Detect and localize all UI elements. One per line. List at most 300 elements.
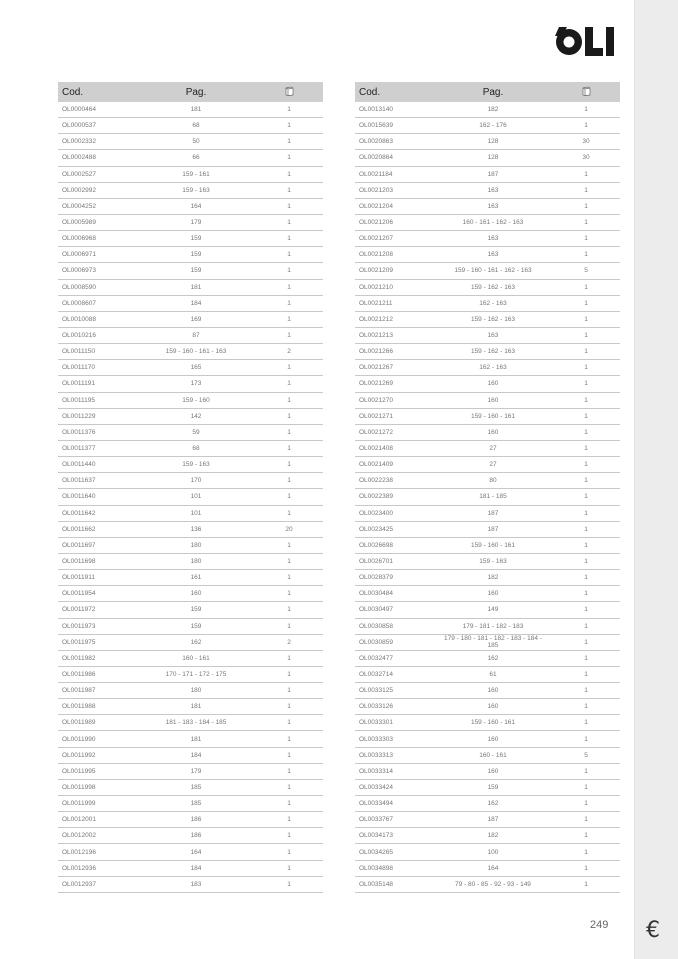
table-row (355, 296, 620, 312)
qty-cell: 1 (287, 122, 291, 130)
page-cell: 159 - 163 (479, 558, 507, 565)
code-cell: OL0000537 (62, 122, 96, 130)
qty-cell: 1 (287, 767, 291, 775)
page-cell: 183 (190, 880, 202, 888)
qty-cell: 1 (584, 315, 588, 323)
qty-cell: 1 (287, 138, 291, 146)
qty-cell: 5 (584, 267, 588, 275)
table-row (58, 247, 323, 263)
table-row (58, 312, 323, 328)
code-cell: OL0033494 (359, 800, 393, 808)
table-row (58, 263, 323, 279)
qty-cell: 1 (584, 606, 588, 614)
table-row (355, 570, 620, 586)
code-cell: OL0011999 (62, 800, 96, 808)
qty-cell: 1 (287, 735, 291, 743)
code-cell: OL0030484 (359, 590, 393, 598)
page-cell: 159 (190, 251, 202, 259)
qty-cell: 1 (584, 525, 588, 533)
box-icon (274, 86, 304, 99)
table-row (355, 522, 620, 538)
table-row (355, 425, 620, 441)
page-cell: 184 (190, 299, 202, 307)
page-cell: 180 (190, 558, 202, 565)
table-row (355, 344, 620, 360)
table-row (58, 441, 323, 457)
code-cell: OL0021212 (359, 315, 393, 323)
qty-cell: 1 (287, 364, 291, 372)
code-cell: OL0012001 (62, 816, 96, 824)
left-rows (58, 102, 323, 893)
code-cell: OL0021266 (359, 348, 393, 356)
qty-cell: 1 (584, 767, 588, 775)
code-cell: OL0011986 (62, 670, 96, 678)
qty-cell: 1 (287, 880, 291, 888)
page-cell: 159 (190, 606, 202, 614)
code-cell: OL0012196 (62, 848, 96, 856)
qty-cell: 1 (287, 412, 291, 420)
qty-cell: 30 (582, 154, 590, 162)
code-cell: OL0008590 (62, 283, 96, 291)
page-cell: 169 (190, 315, 202, 323)
code-cell: OL0034173 (359, 832, 393, 840)
table-row (58, 183, 323, 199)
table-row (355, 183, 620, 199)
table-row (58, 376, 323, 392)
qty-cell: 1 (287, 606, 291, 614)
qty-cell: 1 (584, 332, 588, 340)
page-cell: 159 - 160 - 161 - 163 (165, 348, 227, 356)
table-row (58, 877, 323, 893)
page-cell: 186 (190, 832, 202, 840)
page-cell: 159 (190, 235, 202, 243)
code-cell: OL0034265 (359, 848, 393, 856)
page-cell: 185 (190, 783, 202, 791)
page-cell: 170 - 171 - 172 - 175 (165, 670, 227, 678)
table-row (355, 231, 620, 247)
code-cell: OL0033424 (359, 783, 393, 791)
page-cell: 159 - 162 - 163 (470, 348, 516, 356)
page-cell: 79 - 80 - 85 - 92 - 93 - 149 (455, 880, 531, 888)
table-row (355, 748, 620, 764)
qty-cell: 2 (287, 638, 291, 646)
page-cell: 87 (192, 332, 200, 340)
qty-cell: 1 (584, 670, 588, 678)
table-row (355, 393, 620, 409)
page-cell: 160 (487, 687, 499, 695)
code-cell: OL0032477 (359, 654, 393, 662)
table-row (58, 699, 323, 715)
code-cell: OL0011992 (62, 751, 96, 759)
code-cell: OL0035148 (359, 880, 393, 888)
table-row (58, 150, 323, 166)
page-cell: 163 (487, 332, 499, 340)
code-cell: OL0033126 (359, 703, 393, 711)
box-icon (571, 86, 601, 99)
page-cell: 173 (190, 380, 202, 388)
table-row (58, 344, 323, 360)
table-row (355, 877, 620, 893)
page-cell: 160 (487, 590, 499, 598)
page-cell: 182 (487, 106, 499, 114)
table-row (58, 586, 323, 602)
code-cell: OL0021211 (359, 299, 393, 307)
code-cell: OL0006968 (62, 235, 96, 243)
page-cell: 100 (487, 848, 499, 856)
page-cell: 170 (190, 477, 202, 485)
qty-cell: 1 (287, 154, 291, 162)
page-cell: 162 - 176 (479, 122, 507, 130)
qty-cell: 1 (287, 267, 291, 275)
code-cell: OL0012002 (62, 832, 96, 840)
page-cell: 165 (190, 364, 202, 372)
page-cell: 160 (190, 590, 202, 598)
page-cell: 160 (487, 396, 499, 404)
header-cod: Cod. (359, 86, 381, 98)
table-row (355, 150, 620, 166)
code-cell: OL0033313 (359, 751, 393, 759)
page-cell: 179 - 181 - 182 - 183 (462, 622, 524, 630)
page-cell: 61 (489, 670, 497, 678)
code-cell: OL0021270 (359, 396, 393, 404)
code-cell: OL0021184 (359, 170, 393, 178)
table-row (355, 586, 620, 602)
table-row (58, 231, 323, 247)
table-row (355, 215, 620, 231)
table-row (355, 651, 620, 667)
qty-cell: 1 (584, 703, 588, 711)
table-row (58, 715, 323, 731)
qty-cell: 1 (584, 122, 588, 130)
page-cell: 161 (190, 574, 202, 582)
qty-cell: 1 (584, 654, 588, 662)
page-cell: 181 (190, 106, 202, 114)
table-row (58, 167, 323, 183)
page-cell: 187 (487, 816, 499, 824)
code-cell: OL0021210 (359, 283, 393, 291)
qty-cell: 1 (287, 235, 291, 243)
page-cell: 136 (190, 525, 202, 533)
code-cell: OL0021269 (359, 380, 393, 388)
header-cod: Cod. (62, 86, 84, 98)
page-cell: 159 (487, 783, 499, 791)
code-cell: OL0011170 (62, 364, 96, 372)
code-cell: OL0021204 (359, 202, 393, 210)
qty-cell: 1 (287, 396, 291, 404)
page-cell: 128 (487, 154, 499, 162)
table-row (355, 538, 620, 554)
page-cell: 159 - 160 - 161 (470, 412, 516, 420)
code-cell: OL0011376 (62, 428, 96, 436)
qty-cell: 1 (584, 493, 588, 501)
code-cell: OL0011642 (62, 509, 96, 517)
page-cell: 163 (487, 186, 499, 194)
page-cell: 184 (190, 864, 202, 872)
page-cell: 159 - 161 (182, 170, 210, 178)
code-cell: OL0011982 (62, 654, 96, 662)
code-cell: OL0011195 (62, 396, 96, 404)
table-row (355, 731, 620, 747)
code-cell: OL0026701 (359, 558, 393, 565)
page-cell: 159 (190, 622, 202, 630)
qty-cell: 1 (287, 703, 291, 711)
page-number: 249 (590, 919, 609, 931)
table-row (58, 602, 323, 618)
page-cell: 27 (489, 461, 497, 469)
page-cell: 160 (487, 735, 499, 743)
code-cell: OL0002992 (62, 186, 96, 194)
code-cell: OL0023425 (359, 525, 393, 533)
table-row (355, 134, 620, 150)
page-cell: 181 (190, 283, 202, 291)
qty-cell: 1 (287, 170, 291, 178)
page-cell: 50 (192, 138, 200, 146)
qty-cell: 1 (287, 670, 291, 678)
code-cell: OL0011954 (62, 590, 96, 598)
code-cell: OL0012936 (62, 864, 96, 872)
code-cell: OL0002527 (62, 170, 96, 178)
code-cell: OL0021208 (359, 251, 393, 259)
page-cell: 162 - 163 (479, 299, 507, 307)
code-cell: OL0021203 (359, 186, 393, 194)
page-cell: 159 - 160 (182, 396, 210, 404)
qty-cell: 1 (287, 848, 291, 856)
page-cell: 179 (190, 219, 202, 227)
code-cell: OL0033314 (359, 767, 393, 775)
code-cell: OL0011637 (62, 477, 96, 485)
qty-cell: 1 (584, 638, 588, 646)
qty-cell: 1 (584, 800, 588, 808)
page-cell: 187 (487, 170, 499, 178)
page-cell: 160 (487, 767, 499, 775)
code-cell: OL0030858 (359, 622, 393, 630)
qty-cell: 1 (584, 283, 588, 291)
qty-cell: 2 (287, 348, 291, 356)
page-cell: 101 (190, 509, 202, 517)
table-row (355, 861, 620, 877)
table-row (58, 538, 323, 554)
table-row (58, 296, 323, 312)
qty-cell: 1 (287, 622, 291, 630)
brand-logo (555, 24, 621, 58)
qty-cell: 1 (584, 848, 588, 856)
code-cell: OL0026698 (359, 541, 393, 549)
table-row (355, 780, 620, 796)
qty-cell: 1 (287, 816, 291, 824)
table-row (355, 489, 620, 505)
table-row (355, 619, 620, 635)
code-cell: OL0020863 (359, 138, 393, 146)
page-cell: 160 - 161 (479, 751, 507, 759)
qty-cell: 1 (584, 251, 588, 259)
code-cell: OL0021207 (359, 235, 393, 243)
qty-cell: 1 (287, 202, 291, 210)
header-pag: Pag. (482, 86, 504, 98)
table-row (355, 554, 620, 570)
page-cell: 184 (190, 751, 202, 759)
table-row (58, 828, 323, 844)
table-header (58, 82, 323, 102)
qty-cell: 1 (584, 348, 588, 356)
qty-cell: 1 (584, 735, 588, 743)
table-row (355, 263, 620, 279)
page-cell: 159 - 160 - 161 (470, 719, 516, 727)
qty-cell: 1 (584, 622, 588, 630)
table-row (355, 247, 620, 263)
qty-cell: 1 (584, 106, 588, 114)
qty-cell: 1 (584, 783, 588, 791)
qty-cell: 1 (584, 412, 588, 420)
code-cell: OL0011972 (62, 606, 96, 614)
qty-cell: 1 (584, 558, 588, 565)
page-cell: 162 (487, 800, 499, 808)
qty-cell: 1 (287, 380, 291, 388)
page-cell: 162 - 163 (479, 364, 507, 372)
table-row (58, 731, 323, 747)
page-cell: 159 - 163 (182, 186, 210, 194)
side-tab (634, 0, 678, 959)
code-cell: OL0011229 (62, 412, 96, 420)
code-cell: OL0000464 (62, 106, 96, 114)
page-cell: 163 (487, 202, 499, 210)
qty-cell: 1 (584, 574, 588, 582)
page-cell: 180 (190, 541, 202, 549)
qty-cell: 1 (584, 396, 588, 404)
code-table-left (58, 82, 323, 893)
code-cell: OL0030497 (359, 606, 393, 614)
table-row (355, 506, 620, 522)
page-cell: 159 - 160 - 161 (470, 541, 516, 549)
code-cell: OL0033303 (359, 735, 393, 743)
qty-cell: 1 (287, 493, 291, 501)
table-row (58, 360, 323, 376)
page-cell: 164 (190, 848, 202, 856)
page-cell: 162 (190, 638, 202, 646)
qty-cell: 1 (584, 202, 588, 210)
table-row (355, 167, 620, 183)
code-cell: OL0011998 (62, 783, 96, 791)
qty-cell: 1 (287, 558, 291, 565)
qty-cell: 1 (287, 283, 291, 291)
page-cell: 80 (489, 477, 497, 485)
qty-cell: 1 (287, 751, 291, 759)
table-row (58, 812, 323, 828)
table-row (355, 715, 620, 731)
qty-cell: 1 (584, 541, 588, 549)
qty-cell: 1 (287, 541, 291, 549)
page-cell: 162 (487, 654, 499, 662)
page-cell: 142 (190, 412, 202, 420)
table-row (58, 280, 323, 296)
table-row (58, 409, 323, 425)
page-cell: 149 (487, 606, 499, 614)
code-cell: OL0006971 (62, 251, 96, 259)
code-cell: OL0032714 (359, 670, 393, 678)
table-row (58, 667, 323, 683)
code-cell: OL0012937 (62, 880, 96, 888)
table-row (58, 796, 323, 812)
table-row (58, 861, 323, 877)
qty-cell: 1 (584, 832, 588, 840)
page-cell: 160 (487, 428, 499, 436)
qty-cell: 1 (584, 364, 588, 372)
table-row (58, 683, 323, 699)
page-cell: 68 (192, 445, 200, 453)
page-cell: 159 - 163 (182, 461, 210, 469)
table-row (355, 360, 620, 376)
page-cell: 187 (487, 525, 499, 533)
table-row (355, 602, 620, 618)
table-row (355, 376, 620, 392)
qty-cell: 1 (584, 687, 588, 695)
table-row (58, 328, 323, 344)
qty-cell: 1 (584, 477, 588, 485)
code-cell: OL0011697 (62, 541, 96, 549)
code-cell: OL0022238 (359, 477, 393, 485)
table-row (58, 215, 323, 231)
page-cell: 159 - 162 - 163 (470, 283, 516, 291)
qty-cell: 1 (584, 509, 588, 517)
page-cell: 163 (487, 235, 499, 243)
code-cell: OL0030859 (359, 638, 393, 646)
table-row (58, 118, 323, 134)
code-cell: OL0021272 (359, 428, 393, 436)
qty-cell: 1 (584, 235, 588, 243)
table-row (58, 780, 323, 796)
qty-cell: 1 (287, 719, 291, 727)
qty-cell: 1 (287, 461, 291, 469)
table-row (355, 312, 620, 328)
table-row (355, 667, 620, 683)
table-row (58, 844, 323, 860)
code-cell: OL0011988 (62, 703, 96, 711)
table-row (58, 651, 323, 667)
code-cell: OL0005989 (62, 219, 96, 227)
page-cell: 163 (487, 251, 499, 259)
qty-cell: 1 (287, 590, 291, 598)
code-cell: OL0011698 (62, 558, 96, 565)
code-cell: OL0023400 (359, 509, 393, 517)
code-cell: OL0011911 (62, 574, 96, 582)
code-cell: OL0008607 (62, 299, 96, 307)
table-row (58, 393, 323, 409)
page-cell: 160 (487, 380, 499, 388)
table-row (355, 635, 620, 651)
code-cell: OL0011975 (62, 638, 96, 646)
code-cell: OL0011440 (62, 461, 96, 469)
code-cell: OL0033301 (359, 719, 393, 727)
code-cell: OL0034898 (359, 864, 393, 872)
table-row (355, 457, 620, 473)
page-cell: 68 (192, 122, 200, 130)
table-row (58, 489, 323, 505)
qty-cell: 1 (287, 299, 291, 307)
page-cell: 181 (190, 703, 202, 711)
code-cell: OL0011990 (62, 735, 96, 743)
qty-cell: 1 (287, 251, 291, 259)
page-cell: 182 (487, 832, 499, 840)
qty-cell: 5 (584, 751, 588, 759)
code-cell: OL0011150 (62, 348, 96, 356)
qty-cell: 1 (287, 106, 291, 114)
page-cell: 164 (190, 202, 202, 210)
table-row (58, 522, 323, 538)
page-cell: 159 - 162 - 163 (470, 315, 516, 323)
code-cell: OL0021271 (359, 412, 393, 420)
page-cell: 59 (192, 428, 200, 436)
table-row (355, 844, 620, 860)
code-cell: OL0021213 (359, 332, 393, 340)
